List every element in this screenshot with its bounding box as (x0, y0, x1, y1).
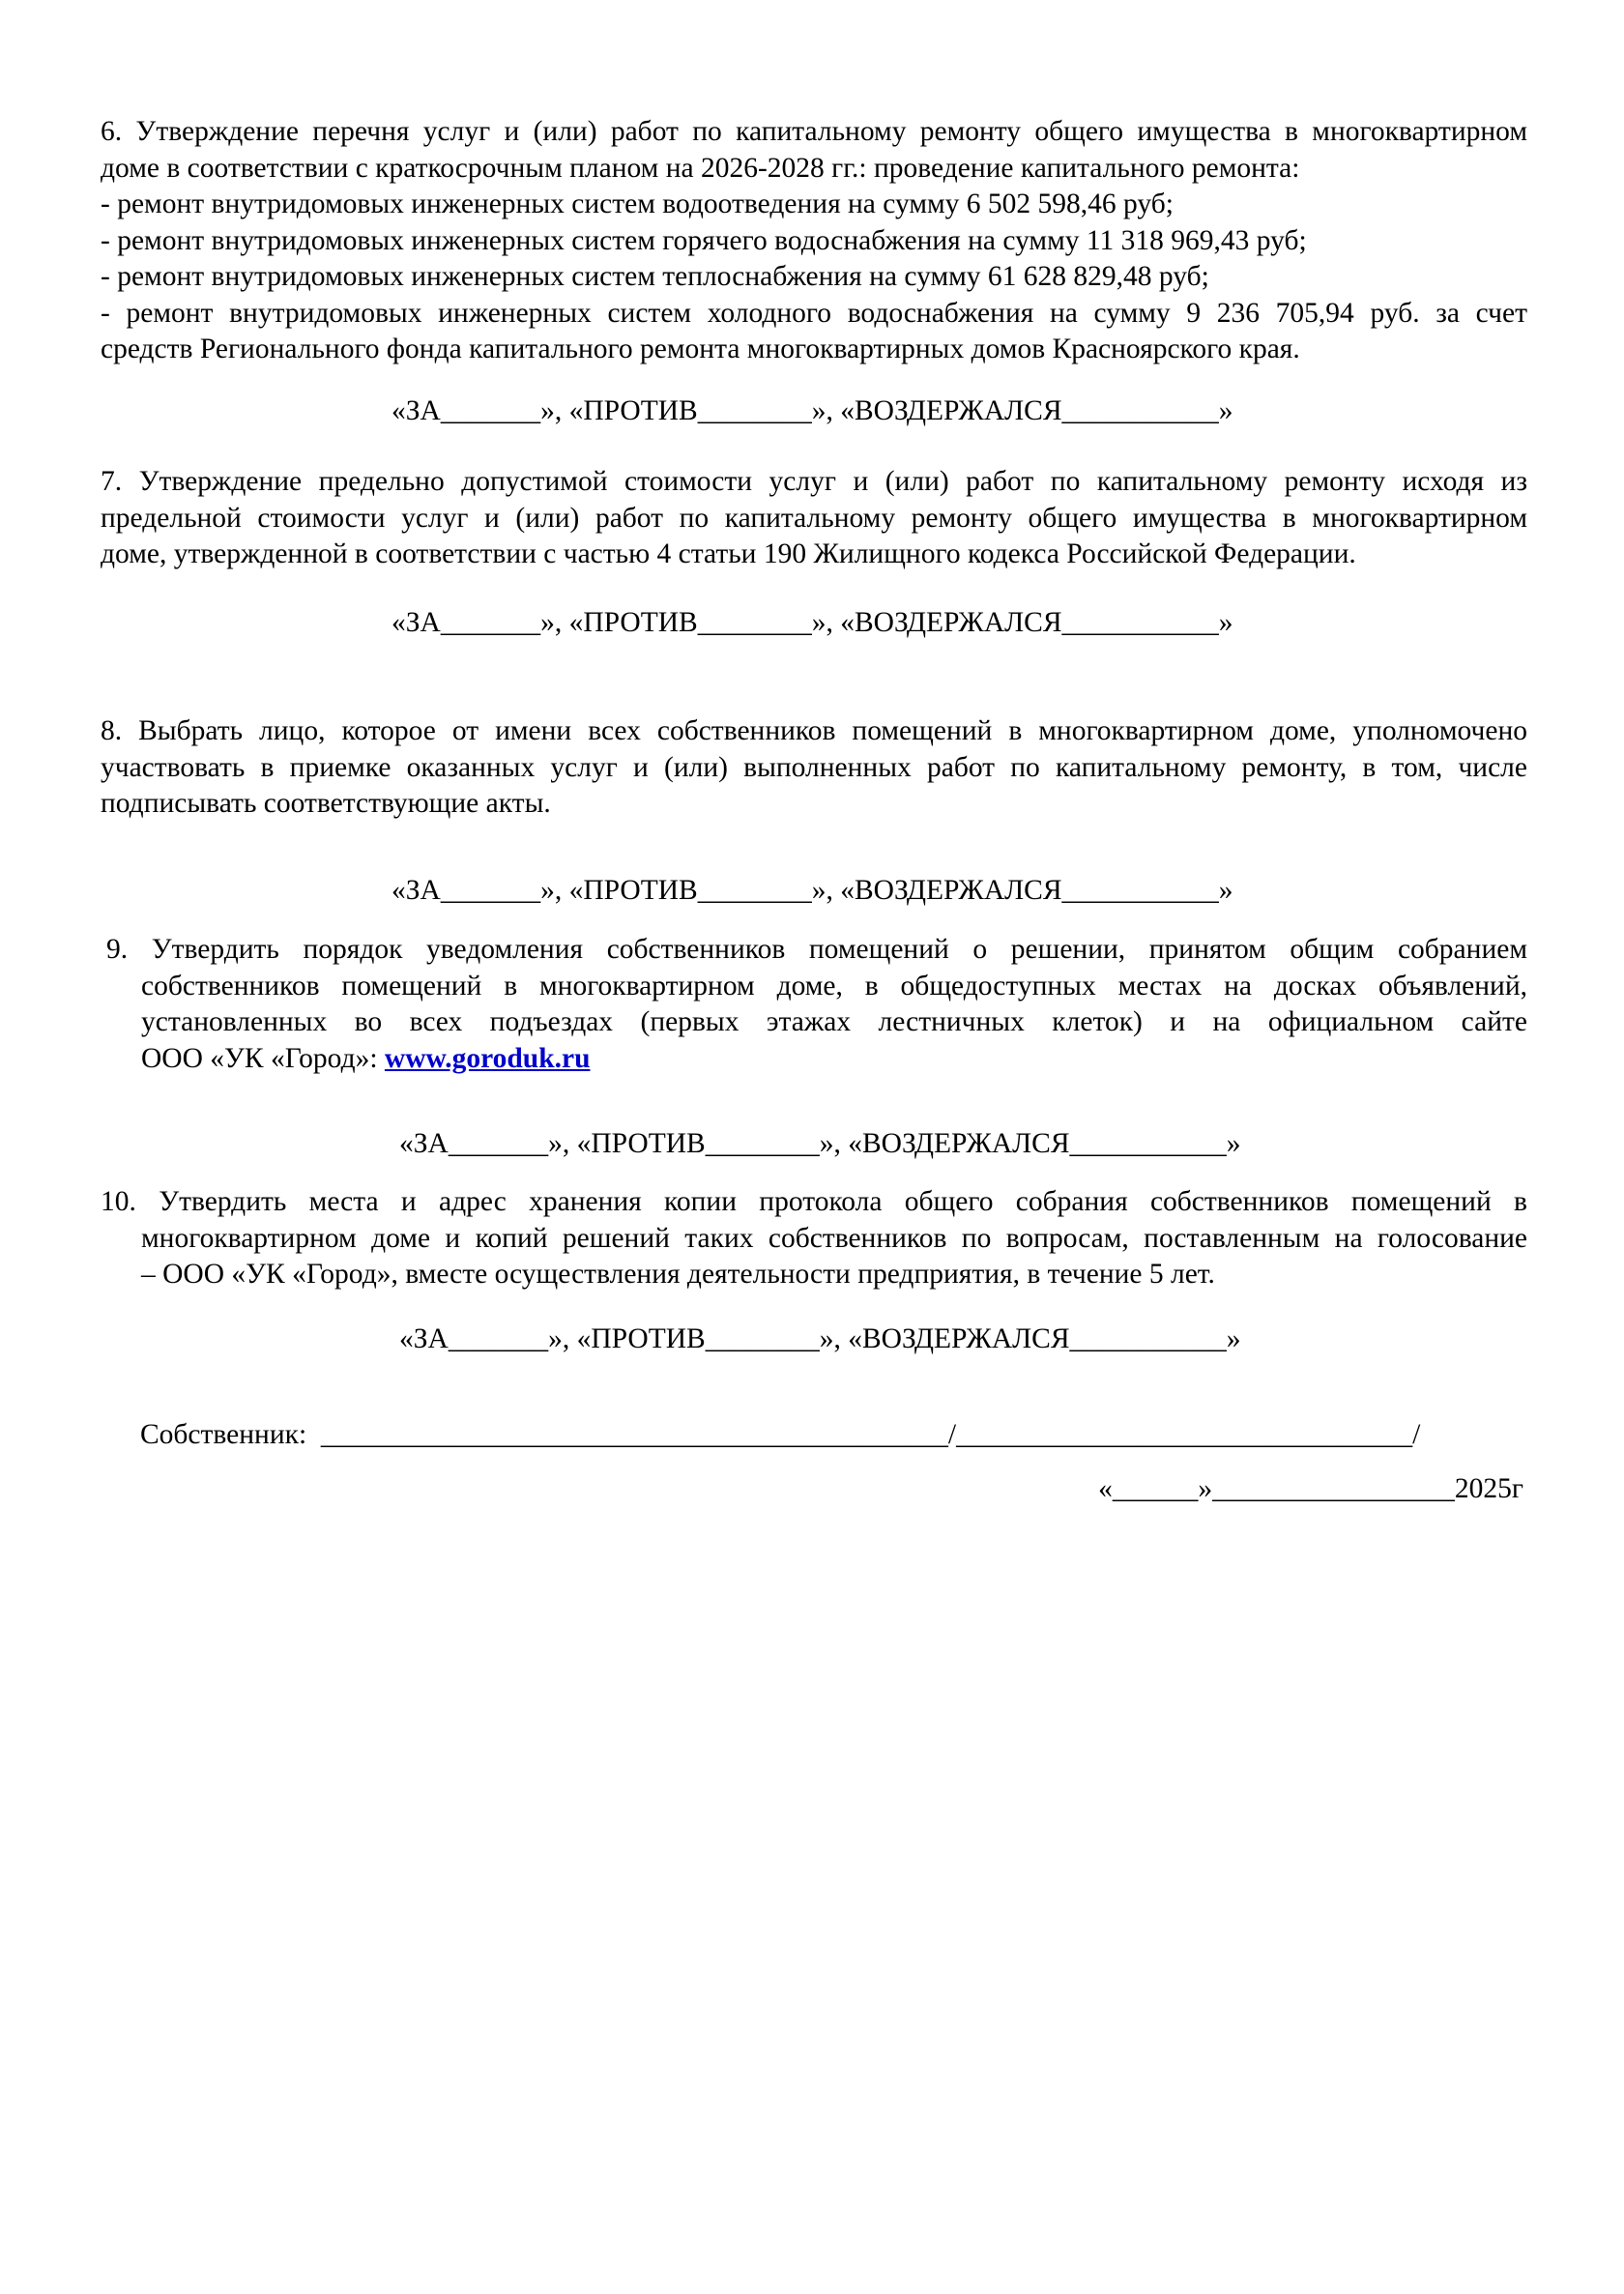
item-10-line: – ООО «УК «Город», вместе осуществления деятельности предприятия, в течение 5 лет. (141, 1259, 1215, 1290)
owner-signature-line (140, 1417, 1420, 1454)
item-10-line: многоквартирном доме и копий решений таких собственников по вопросам, поставленным на голосование (141, 1222, 1527, 1254)
item-8-line: подписывать соответствующие акты. (101, 788, 551, 819)
item-10 (101, 1184, 1527, 1293)
vote-line-6: «ЗА_______», «ПРОТИВ________», «ВОЗДЕРЖАЛСЯ___________» (392, 395, 1233, 426)
item-7 (101, 464, 1527, 573)
item-8-line: 8. Выбрать лицо, которое от имени всех собственников помещений в многоквартирном доме, уполномочено (101, 715, 1527, 746)
item-9-line: 9. Утвердить порядок уведомления собственников помещений о решении, принятом общим собранием (106, 934, 1527, 965)
item-9-line: собственников помещений в многоквартирном доме, в общедоступных местах на досках объявлений, (141, 970, 1527, 1002)
item-6-line: - ремонт внутридомовых инженерных систем горячего водоснабжения на сумму 11 318 969,43 руб; (101, 224, 1307, 256)
item-6 (101, 114, 1527, 368)
owner-label: Собственник: (140, 1419, 321, 1450)
item-7-line: предельной стоимости услуг и (или) работ по капитальному ремонту общего имущества в многоквартирном (101, 502, 1527, 534)
item-8 (101, 713, 1527, 823)
item-9 (101, 932, 1527, 1077)
vote-line-8: «ЗА_______», «ПРОТИВ________», «ВОЗДЕРЖАЛСЯ___________» (392, 875, 1233, 906)
item-6-line: - ремонт внутридомовых инженерных систем водоотведения на сумму 6 502 598,46 руб; (101, 189, 1174, 219)
item-6-line: - ремонт внутридомовых инженерных систем теплоснабжения на сумму 61 628 829,48 руб; (101, 261, 1209, 292)
item-7-line: доме, утвержденной в соответствии с частью 4 статьи 190 Жилищного кодекса Российской Федерации. (101, 538, 1356, 569)
item-10-line: 10. Утвердить места и адрес хранения копии протокола общего собрания собственников помещений в (101, 1186, 1527, 1217)
signature-date: «______»_________________2025г (1098, 1473, 1523, 1504)
vote-line-9: «ЗА_______», «ПРОТИВ________», «ВОЗДЕРЖАЛСЯ___________» (399, 1128, 1241, 1159)
owner-signature-field: ____________________________________________/________________________________/ (320, 1419, 1421, 1450)
item-7-line: 7. Утверждение предельно допустимой стоимости услуг и (или) работ по капитальному ремонту исходя из (101, 466, 1527, 497)
item-6-line: 6. Утверждение перечня услуг и (или) работ по капитальному ремонту общего имущества в многоквартирном (101, 116, 1527, 147)
item-9-last-line (101, 1041, 1527, 1078)
vote-line-7: «ЗА_______», «ПРОТИВ________», «ВОЗДЕРЖАЛСЯ___________» (392, 607, 1233, 638)
item-8-line: участвовать в приемке оказанных услуг и (или) выполненных работ по капитальному ремонту, в том, числе (101, 751, 1527, 783)
item-6-line: средств Регионального фонда капитального ремонта многоквартирных домов Красноярского края. (101, 334, 1300, 364)
website-link[interactable]: www.goroduk.ru (384, 1042, 591, 1074)
item-6-line: - ремонт внутридомовых инженерных систем холодного водоснабжения на сумму 9 236 705,94 руб. за счет (101, 297, 1527, 329)
vote-line-10: «ЗА_______», «ПРОТИВ________», «ВОЗДЕРЖАЛСЯ___________» (399, 1323, 1241, 1354)
item-9-line-prefix: ООО «УК «Город»: (141, 1042, 385, 1074)
item-9-line: установленных во всех подъездах (первых этажах лестничных клеток) и на официальном сайте (141, 1006, 1527, 1037)
item-6-line: доме в соответствии с краткосрочным планом на 2026-2028 гг.: проведение капитального ремонта: (101, 152, 1300, 184)
